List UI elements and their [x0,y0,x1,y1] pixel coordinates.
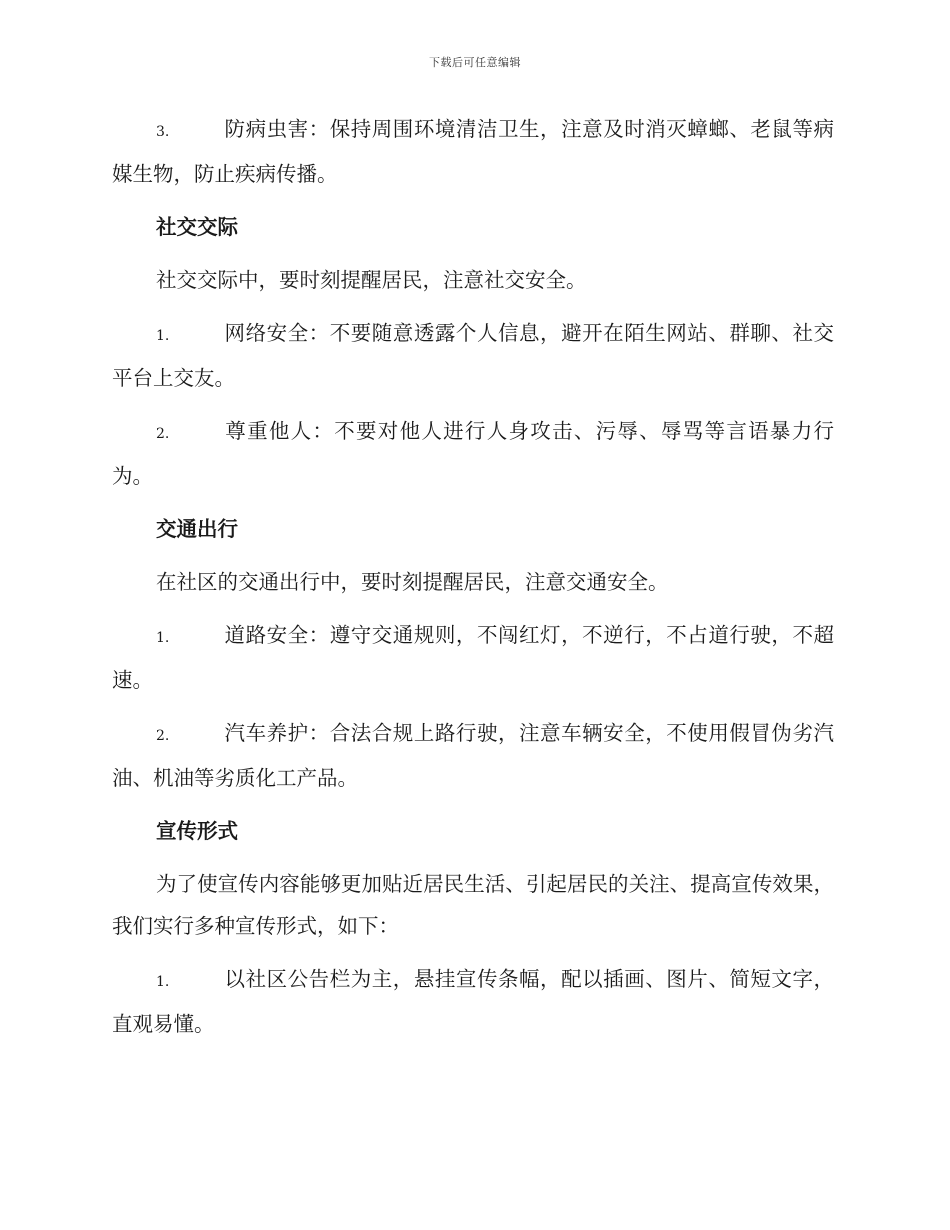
page-header: 下载后可任意编辑 [429,56,521,69]
list-number: 2. [156,426,170,442]
list-item-bulletin-board [112,958,834,1045]
list-number: 3. [156,124,170,140]
paragraph-social-intro: 社交交际中，要时刻提醒居民，注意社交安全。 [156,268,587,292]
list-item-respect-others [112,410,834,497]
section-heading-traffic: 交通出行 [156,517,238,541]
paragraph-traffic-intro: 在社区的交通出行中，要时刻提醒居民，注意交通安全。 [156,570,669,594]
list-item-text: 汽车养护：合法合规上路行驶，注意车辆安全，不使用假冒伪劣汽油、机油等劣质化工产品。 [112,721,834,790]
document-body [112,108,834,1056]
list-number: 1. [156,328,170,344]
list-item-network-safety [112,312,834,399]
list-item-text: 尊重他人：不要对他人进行人身攻击、污辱、辱骂等言语暴力行为。 [112,419,834,488]
list-item-text: 网络安全：不要随意透露个人信息，避开在陌生网站、群聊、社交平台上交友。 [112,321,834,390]
list-item-text: 防病虫害：保持周围环境清洁卫生，注意及时消灭蟑螂、老鼠等病媒生物，防止疾病传播。 [112,117,834,186]
list-item-text: 道路安全：遵守交通规则，不闯红灯，不逆行，不占道行驶，不超速。 [112,623,834,692]
list-number: 1. [156,974,170,990]
section-heading-publicity: 宣传形式 [156,819,238,843]
list-number: 2. [156,728,170,744]
section-heading-social: 社交交际 [156,215,238,239]
paragraph-publicity-intro: 为了使宣传内容能够更加贴近居民生活、引起居民的关注、提高宣传效果，我们实行多种宣传形式，如下： [112,872,834,938]
list-item-pest-control [112,108,834,195]
list-number: 1. [156,630,170,646]
list-item-road-safety [112,614,834,701]
list-item-car-maintenance [112,712,834,799]
list-item-text: 以社区公告栏为主，悬挂宣传条幅，配以插画、图片、简短文字，直观易懂。 [112,967,834,1036]
